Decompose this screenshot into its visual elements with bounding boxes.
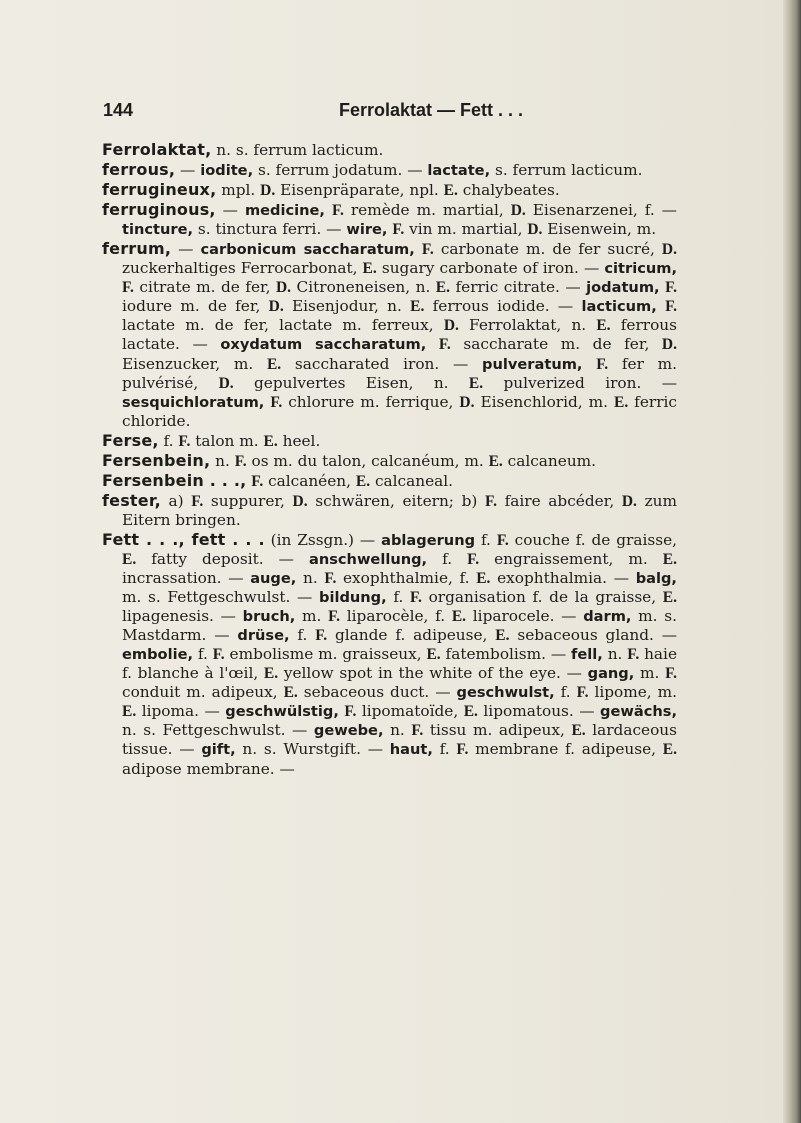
language-label: E. xyxy=(662,550,677,568)
headword: Fersenbein, xyxy=(102,450,211,470)
language-label: E. xyxy=(571,722,586,740)
entry-text: remède m. martial, xyxy=(343,201,511,220)
language-label: E. xyxy=(662,589,677,607)
entry-text: lipome, m. xyxy=(588,683,677,702)
language-label: F. xyxy=(344,703,357,721)
language-label: E. xyxy=(263,432,278,450)
entry-text: s. ferrum lacticum. xyxy=(490,161,643,180)
entry-text: ferric chloride. xyxy=(122,392,677,430)
subentry-term: pulveratum, xyxy=(482,355,583,373)
entry-text: fer m. pulvérisé, xyxy=(122,354,677,392)
language-label: E. xyxy=(283,684,298,702)
entry-text: chalybeates. xyxy=(457,181,560,200)
subentry-term: haut, xyxy=(389,741,433,759)
language-label: E. xyxy=(362,260,377,278)
entry-text: talon m. xyxy=(190,431,264,450)
entry-text: tissu m. adipeux, xyxy=(423,721,572,740)
entry-text: s. ferrum jodatum. — xyxy=(253,161,428,180)
entry-text: zuckerhaltiges Ferrocarbonat, xyxy=(122,259,363,278)
entry-text: f. xyxy=(432,740,457,759)
dictionary-entry xyxy=(102,530,677,779)
entry-text: Eisenzucker, m. xyxy=(122,354,267,373)
headword: ferrugineux, xyxy=(102,180,217,200)
subentry-term: bruch, xyxy=(242,608,296,626)
language-label: D. xyxy=(218,374,234,392)
subentry-term: oxydatum saccharatum, xyxy=(220,336,427,354)
entry-text: sebaceous duct. — xyxy=(297,683,457,702)
entry-text: lactate m. de fer, lactate m. ferreux, xyxy=(122,316,444,335)
entry-text: engraissement, m. xyxy=(479,549,663,568)
entry-text: n. s. Wurstgift. — xyxy=(235,740,390,759)
language-label: F. xyxy=(270,393,283,411)
entry-text: schwären, eitern; b) xyxy=(307,491,486,510)
entry-text: f. xyxy=(158,431,179,450)
subentry-term: tincture, xyxy=(122,221,194,239)
entry-text: Eisenarzenei, f. — xyxy=(525,201,677,220)
subentry-term: lacticum, xyxy=(581,298,657,316)
language-label: F. xyxy=(392,221,405,239)
language-label: F. xyxy=(331,202,344,220)
subentry-term: balg, xyxy=(635,570,677,588)
subentry-term: medicine, xyxy=(244,202,325,220)
language-label: E. xyxy=(495,627,510,645)
entry-text xyxy=(415,240,422,258)
language-label: D. xyxy=(459,393,475,411)
subentry-term: embolie, xyxy=(122,646,194,664)
subentry-term: jodatum, xyxy=(586,279,660,297)
entry-text xyxy=(657,297,665,315)
language-label: E. xyxy=(468,374,484,392)
dictionary-entry xyxy=(102,180,677,200)
entry-text: embolisme m. graisseux, xyxy=(224,645,427,664)
language-label: F. xyxy=(212,646,225,664)
entry-text: vin m. martial, xyxy=(404,220,528,239)
entry-text: citrate m. de fer, xyxy=(133,278,276,297)
headword: ferruginous, xyxy=(102,200,216,220)
language-label: D. xyxy=(661,336,677,354)
entry-text: carbonate m. de fer sucré, xyxy=(433,240,662,259)
entry-text: f. xyxy=(475,530,497,549)
language-label: E. xyxy=(263,665,279,683)
language-label: F. xyxy=(410,589,422,607)
entry-text xyxy=(582,355,596,373)
headword: Fersenbein . . ., xyxy=(102,470,247,490)
entry-text: glande f. adipeuse, xyxy=(327,626,496,645)
language-label: F. xyxy=(665,279,677,297)
entry-text: Ferrolaktat, n. xyxy=(458,316,597,335)
dictionary-entry xyxy=(102,471,677,491)
entry-text: m. xyxy=(634,664,666,683)
subentry-term: citricum, xyxy=(604,260,677,278)
entry-text: yellow spot in the white of the eye. — xyxy=(278,664,588,683)
language-label: F. xyxy=(411,722,424,740)
entry-text: ferrous iodide. — xyxy=(424,297,582,316)
subentry-term: ablagerung xyxy=(381,531,476,549)
language-label: F. xyxy=(122,279,134,297)
entry-text: couche f. de graisse, xyxy=(508,530,677,549)
entry-text: pulverized iron. — xyxy=(483,373,677,392)
language-label: E. xyxy=(410,298,425,316)
language-label: F. xyxy=(421,241,434,259)
entry-text: zum Eitern bringen. xyxy=(122,491,677,529)
entry-text: lipomatoïde, xyxy=(356,702,464,721)
language-label: F. xyxy=(576,684,589,702)
entry-text: saccharate m. de fer, xyxy=(450,335,662,354)
language-label: D. xyxy=(275,279,292,297)
language-label: E. xyxy=(355,472,371,490)
subentry-term: gewebe, xyxy=(313,722,384,740)
language-label: F. xyxy=(627,646,640,664)
entry-text: Eisenchlorid, m. xyxy=(474,392,614,411)
entry-text: lipoma. — xyxy=(136,702,226,721)
entry-text: Citroneneisen, n. xyxy=(291,278,436,297)
entry-text: m. s. Mastdarm. — xyxy=(122,607,677,645)
entry-text: a) xyxy=(160,491,192,510)
entry-text: suppurer, xyxy=(203,491,293,510)
headword: Ferrolaktat, xyxy=(102,140,212,159)
subentry-term: darm, xyxy=(583,608,632,626)
language-label: D. xyxy=(527,221,543,239)
entry-text: ferric citrate. — xyxy=(450,278,587,297)
subentry-term: bildung, xyxy=(319,589,387,607)
language-label: F. xyxy=(178,432,191,450)
subentry-term: iodite, xyxy=(200,162,254,180)
entry-text: liparocèle, f. xyxy=(340,607,452,626)
headword: ferrum, xyxy=(102,239,172,259)
subentry-term: gift, xyxy=(201,741,236,759)
language-label: F. xyxy=(456,741,469,759)
language-label: F. xyxy=(251,472,264,490)
entry-text: liparocele. — xyxy=(466,607,584,626)
language-label: E. xyxy=(662,741,677,759)
language-label: F. xyxy=(665,665,678,683)
language-label: E. xyxy=(266,355,282,373)
language-label: E. xyxy=(426,646,441,664)
language-label: D. xyxy=(292,492,308,510)
entry-text: ferrous lactate. — xyxy=(122,316,677,354)
entry-text: saccharated iron. — xyxy=(281,354,483,373)
language-label: E. xyxy=(596,317,611,335)
entry-text: m. xyxy=(295,607,329,626)
language-label: F. xyxy=(496,531,509,549)
subentry-term: auge, xyxy=(250,570,297,588)
subentry-term: carbonicum saccharatum, xyxy=(200,241,415,259)
entry-text: — xyxy=(171,240,201,259)
dictionary-entry xyxy=(102,431,677,451)
dictionary-entry xyxy=(102,491,677,530)
language-label: F. xyxy=(438,336,451,354)
subentry-term: fell, xyxy=(571,646,603,664)
entry-text: n. xyxy=(602,645,628,664)
entry-text: sugary carbonate of iron. — xyxy=(376,259,605,278)
language-label: D. xyxy=(260,182,276,200)
entry-text: f. xyxy=(289,626,316,645)
page-header xyxy=(103,100,663,126)
subentry-term: lactate, xyxy=(427,162,491,180)
subentry-term: gang, xyxy=(587,665,635,683)
entry-text: fatty deposit. — xyxy=(136,549,309,568)
entry-text: calcaneum. xyxy=(502,451,597,470)
language-label: D. xyxy=(268,298,284,316)
entry-text: s. tinctura ferri. — xyxy=(193,220,347,239)
entry-text: exophthalmia. — xyxy=(490,569,636,588)
entry-text: Eisenjodur, n. xyxy=(283,297,411,316)
headword: Ferse, xyxy=(102,430,159,450)
entry-text: f. xyxy=(427,549,468,568)
language-label: F. xyxy=(485,492,497,510)
entry-text: n. xyxy=(296,569,325,588)
entry-text: Eisenwein, m. xyxy=(542,220,657,239)
entry-text: faire abcéder, xyxy=(496,491,622,510)
page-edge-shadow xyxy=(783,0,801,1123)
language-label: D. xyxy=(510,202,526,220)
dictionary-entry xyxy=(102,140,677,160)
entry-text: conduit m. adipeux, xyxy=(122,683,284,702)
page-number: 144 xyxy=(103,100,134,120)
entry-text: f. xyxy=(554,683,577,702)
subentry-term: geschwulst, xyxy=(456,684,555,702)
language-label: E. xyxy=(443,182,458,200)
entry-text: incrassation. — xyxy=(122,569,251,588)
entry-text xyxy=(325,201,332,219)
entry-text: (in Zssgn.) — xyxy=(264,530,382,549)
language-label: F. xyxy=(665,298,677,316)
dictionary-entry xyxy=(102,451,677,471)
language-label: E. xyxy=(451,608,467,626)
entry-text: f. xyxy=(193,645,213,664)
language-label: E. xyxy=(122,550,137,568)
subentry-term: sesquichloratum, xyxy=(122,393,265,411)
language-label: F. xyxy=(234,452,247,470)
entry-text: heel. xyxy=(277,431,321,450)
entry-text: n. xyxy=(383,721,412,740)
headword: fester, xyxy=(102,490,161,510)
language-label: D. xyxy=(661,241,677,259)
entry-text: lipomatous. — xyxy=(477,702,601,721)
language-label: F. xyxy=(324,570,337,588)
subentry-term: geschwülstig, xyxy=(225,703,339,721)
language-label: E. xyxy=(122,703,137,721)
entry-text: f. xyxy=(386,588,410,607)
entry-text: — xyxy=(215,201,245,220)
language-label: F. xyxy=(191,492,204,510)
language-label: D. xyxy=(443,317,459,335)
language-label: E. xyxy=(435,279,451,297)
entry-text: calcanéen, xyxy=(263,471,356,490)
entry-text: n. s. ferrum lacticum. xyxy=(211,141,384,159)
entry-text: organisation f. de la graisse, xyxy=(421,588,663,607)
dictionary-entry xyxy=(102,200,677,239)
running-title: Ferrolaktat — Fett . . . xyxy=(339,100,524,120)
entry-text: haie f. blanche à l'œil, xyxy=(122,645,677,683)
entry-text: exophthalmie, f. xyxy=(336,569,477,588)
dictionary-entry xyxy=(102,160,677,180)
entry-text: n. s. Fettgeschwulst. — xyxy=(122,721,314,740)
entry-text: adipose membrane. — xyxy=(122,759,295,778)
entry-text: m. s. Fettgeschwulst. — xyxy=(122,588,319,607)
entry-text: calcaneal. xyxy=(370,471,454,490)
subentry-term: drüse, xyxy=(237,627,290,645)
entry-text: — xyxy=(175,161,201,180)
subentry-term: wire, xyxy=(346,221,388,239)
headword: ferrous, xyxy=(102,160,176,180)
entry-text: mpl. xyxy=(216,181,261,200)
subentry-term: gewächs, xyxy=(600,703,677,721)
entry-text: iodure m. de fer, xyxy=(122,297,269,316)
entry-text: gepulvertes Eisen, n. xyxy=(233,373,469,392)
dictionary-entries xyxy=(102,140,677,779)
entry-text: fatembolism. — xyxy=(440,645,572,664)
entry-text: lipagenesis. — xyxy=(122,607,243,626)
language-label: E. xyxy=(488,452,503,470)
language-label: E. xyxy=(613,393,629,411)
entry-text xyxy=(426,335,439,353)
dictionary-entry xyxy=(102,239,677,430)
subentry-term: anschwellung, xyxy=(308,550,428,568)
entry-text: Eisenpräparate, npl. xyxy=(275,181,444,200)
entry-text: sebaceous gland. — xyxy=(509,626,677,645)
language-label: E. xyxy=(476,570,491,588)
headword: Fett . . ., fett . . . xyxy=(102,529,265,549)
language-label: F. xyxy=(328,608,341,626)
entry-text: os m. du talon, calcanéum, m. xyxy=(246,451,489,470)
entry-text: membrane f. adipeuse, xyxy=(468,740,663,759)
entry-text: n. xyxy=(210,451,235,470)
language-label: F. xyxy=(467,550,480,568)
entry-text: lardaceous tissue. — xyxy=(122,721,677,759)
entry-text: chlorure m. ferrique, xyxy=(282,392,460,411)
language-label: D. xyxy=(621,492,637,510)
language-label: E. xyxy=(463,703,478,721)
language-label: F. xyxy=(596,355,609,373)
language-label: F. xyxy=(315,627,328,645)
